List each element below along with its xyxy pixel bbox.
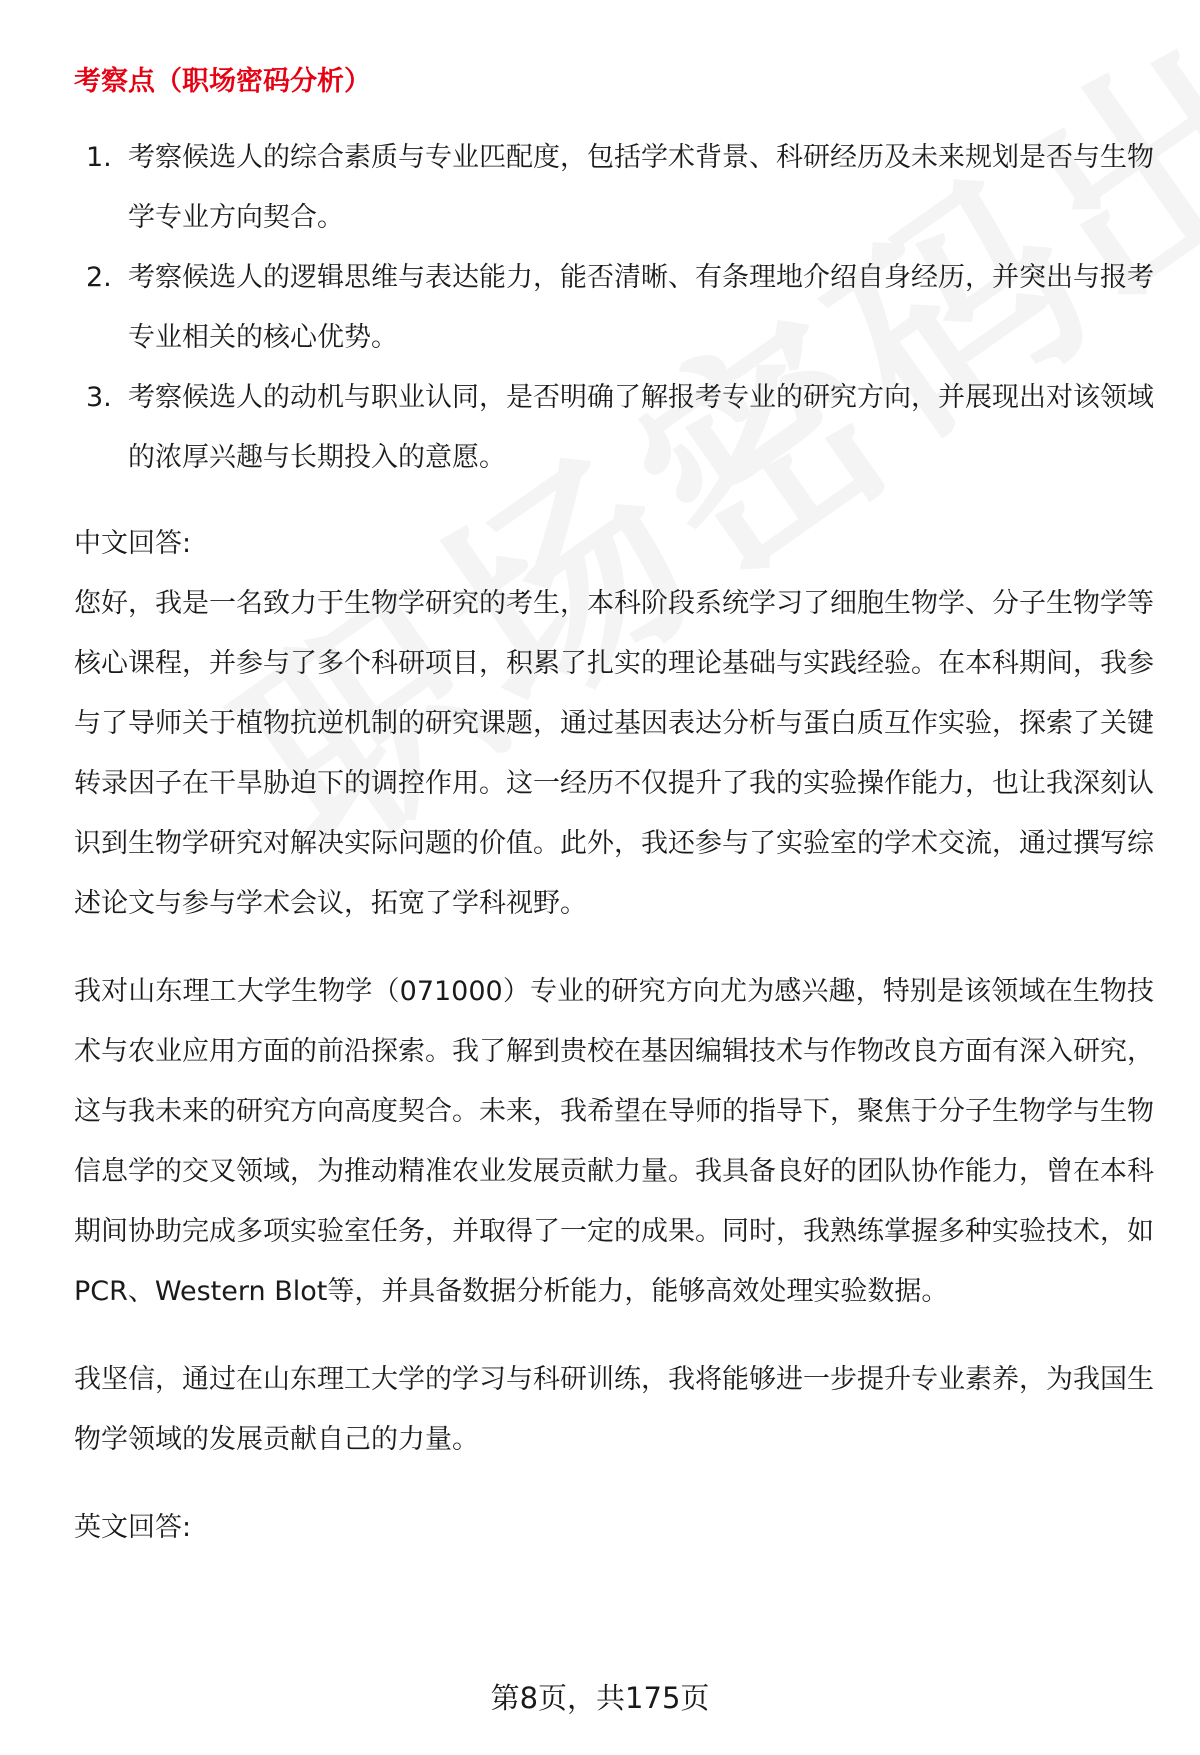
list-item-text: 考察候选人的逻辑思维与表达能力，能否清晰、有条理地介绍自身经历，并突出与报考专业相关的核心优势。	[128, 262, 1154, 353]
english-answer-label: 英文回答:	[74, 1512, 192, 1543]
list-item	[74, 368, 1154, 488]
document-body	[74, 62, 1154, 1558]
answer-paragraph: 我坚信，通过在山东理工大学的学习与科研训练，我将能够进一步提升专业素养，为我国生物学领域的发展贡献自己的力量。	[74, 1364, 1154, 1455]
list-item	[74, 248, 1154, 368]
list-number: 1.	[86, 142, 112, 173]
list-number: 3.	[86, 382, 112, 413]
answer-paragraph: 我对山东理工大学生物学（071000）专业的研究方向尤为感兴趣，特别是该领域在生物技术与农业应用方面的前沿探索。我了解到贵校在基因编辑技术与作物改良方面有深入研究，这与我未来的研究方向高度契合。未来，我希望在导师的指导下，聚焦于分子生物学与生物信息学的交叉领域，为推动精准农业发展贡献力量。我具备良好的团队协作能力，曾在本科期间协助完成多项实验室任务，并取得了一定的成果。同时，我熟练掌握多种实验技术，如PCR、Western Blot等，并具备数据分析能力，能够高效处理实验数据。	[74, 976, 1154, 1307]
chinese-answer-label: 中文回答:	[74, 528, 192, 559]
list-item	[74, 128, 1154, 248]
section-title: 考察点（职场密码分析）	[74, 66, 371, 97]
list-item-text: 考察候选人的综合素质与专业匹配度，包括学术背景、科研经历及未来规划是否与生物学专业方向契合。	[128, 142, 1154, 233]
page-number: 第8页，共175页	[490, 1681, 710, 1715]
answer-paragraph: 您好，我是一名致力于生物学研究的考生，本科阶段系统学习了细胞生物学、分子生物学等核心课程，并参与了多个科研项目，积累了扎实的理论基础与实践经验。在本科期间，我参与了导师关于植物抗逆机制的研究课题，通过基因表达分析与蛋白质互作实验，探索了关键转录因子在干旱胁迫下的调控作用。这一经历不仅提升了我的实验操作能力，也让我深刻认识到生物学研究对解决实际问题的价值。此外，我还参与了实验室的学术交流，通过撰写综述论文与参与学术会议，拓宽了学科视野。	[74, 588, 1154, 919]
assessment-points-list	[74, 128, 1154, 488]
list-number: 2.	[86, 262, 112, 293]
list-item-text: 考察候选人的动机与职业认同，是否明确了解报考专业的研究方向，并展现出对该领域的浓厚兴趣与长期投入的意愿。	[128, 382, 1154, 473]
